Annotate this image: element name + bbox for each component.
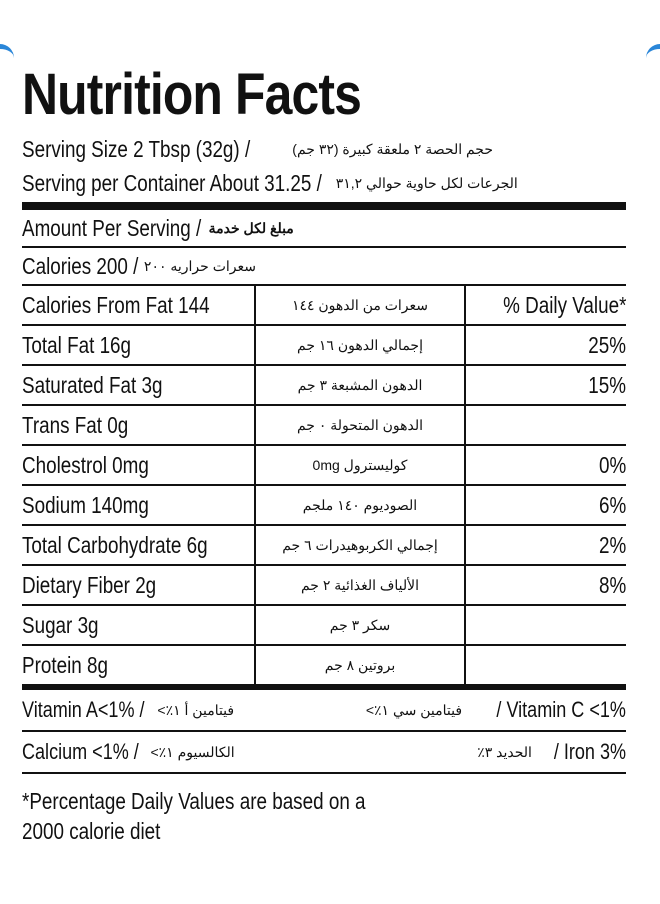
nutrient-row — [22, 286, 626, 325]
iron-ar: الحديد ٣٪ — [477, 743, 532, 760]
amount-per-serving-row — [22, 210, 626, 246]
daily-value-cell — [465, 485, 626, 525]
nutrient-name-ar-cell — [255, 645, 465, 684]
nutrient-name-ar-cell — [255, 525, 465, 565]
nutrient-name-cell — [22, 605, 255, 645]
nutrient-name-ar: سعرات من الدهون ١٤٤ — [291, 296, 429, 313]
corner-accent-right — [646, 44, 660, 63]
nutrient-name-en: Sodium 140mg — [22, 491, 149, 518]
servings-ar: الجرعات لكل حاوية حوالي ٣١,٢ — [335, 174, 518, 191]
footnote — [22, 786, 626, 846]
vitamin-a-en: Vitamin A<1% / — [22, 697, 145, 722]
nutrient-name-ar: الألياف الغذائية ٢ جم — [300, 576, 420, 593]
vitamin-c-ar: فيتامين سي ١٪> — [365, 701, 463, 718]
nutrient-row — [22, 445, 626, 485]
servings-row — [22, 166, 626, 200]
nutrient-name-cell — [22, 565, 255, 605]
nutrient-name-ar-cell — [255, 445, 465, 485]
nutrient-row — [22, 405, 626, 445]
daily-value-cell — [465, 525, 626, 565]
serving-size-row — [22, 132, 626, 166]
nutrient-name-ar-cell — [255, 405, 465, 445]
amount-per-serving-en: Amount Per Serving / — [22, 214, 202, 241]
nutrient-row — [22, 645, 626, 684]
nutrition-label — [22, 58, 626, 846]
nutrient-name-ar: الصوديوم ١٤٠ ملجم — [302, 496, 418, 513]
nutrient-name-ar-cell — [255, 286, 465, 325]
nutrient-row — [22, 605, 626, 645]
nutrient-name-cell — [22, 645, 255, 684]
nutrient-name-ar: كوليسترول 0mg — [312, 456, 408, 473]
nutrient-name-en: Trans Fat 0g — [22, 411, 129, 438]
daily-value-cell — [465, 405, 626, 445]
nutrient-name-ar: إجمالي الدهون ١٦ جم — [297, 336, 423, 353]
vitamin-a-ar: فيتامين أ ١٪> — [157, 701, 235, 718]
nutrient-name-ar: بروتين ٨ جم — [324, 656, 396, 673]
daily-value-cell — [465, 325, 626, 365]
iron-en: / Iron 3% — [553, 739, 626, 764]
daily-value-cell — [465, 365, 626, 405]
daily-value: 8% — [598, 571, 626, 598]
daily-value: 0% — [598, 451, 626, 478]
nutrient-name-en: Total Carbohydrate 6g — [22, 531, 208, 558]
nutrient-name-en: Total Fat 16g — [22, 331, 132, 358]
nutrient-name-en: Saturated Fat 3g — [22, 371, 163, 398]
nutrient-row — [22, 365, 626, 405]
servings-en: Serving per Container About 31.25 / — [22, 169, 322, 196]
nutrient-name-en: Dietary Fiber 2g — [22, 571, 157, 598]
thick-divider — [22, 202, 626, 210]
nutrient-name-cell — [22, 445, 255, 485]
nutrient-name-cell — [22, 525, 255, 565]
corner-accent-left — [0, 44, 14, 63]
daily-value-cell — [465, 645, 626, 684]
nutrient-name-en: Calories From Fat 144 — [22, 291, 210, 318]
label-title: Nutrition Facts — [22, 62, 362, 127]
nutrient-name-ar: الدهون المشبعة ٣ جم — [297, 376, 423, 393]
nutrient-name-ar: إجمالي الكربوهيدرات ٦ جم — [282, 536, 438, 553]
nutrient-row — [22, 565, 626, 605]
daily-value: % Daily Value* — [502, 291, 626, 318]
vitamin-a — [22, 697, 234, 723]
footnote-line-2: 2000 calorie diet — [22, 818, 161, 844]
nutrient-name-cell — [22, 365, 255, 405]
nutrient-name-en: Sugar 3g — [22, 611, 99, 638]
footnote-line-1: *Percentage Daily Values are based on a — [22, 788, 366, 814]
nutrient-name-ar-cell — [255, 605, 465, 645]
nutrient-name-cell — [22, 325, 255, 365]
nutrient-row — [22, 525, 626, 565]
nutrient-grid — [22, 286, 626, 684]
nutrient-name-cell — [22, 405, 255, 445]
nutrient-name-cell — [22, 286, 255, 325]
daily-value-cell — [465, 286, 626, 325]
amount-per-serving-ar: مبلغ لكل خدمة — [208, 219, 294, 236]
vitamin-c — [366, 697, 626, 723]
vitamin-c-en: / Vitamin C <1% — [496, 697, 626, 722]
daily-value: 6% — [598, 491, 626, 518]
iron — [477, 739, 626, 765]
nutrient-name-en: Protein 8g — [22, 651, 108, 678]
daily-value-cell — [465, 605, 626, 645]
nutrient-name-ar: سكر ٣ جم — [329, 616, 391, 633]
calcium-ar: الكالسيوم ١٪> — [150, 743, 235, 760]
nutrient-name-ar-cell — [255, 365, 465, 405]
nutrient-name-en: Cholestrol 0mg — [22, 451, 149, 478]
daily-value: 2% — [598, 531, 626, 558]
calories-ar: سعرات حراريه ٢٠٠ — [143, 257, 256, 274]
nutrient-row — [22, 485, 626, 525]
calories-en: Calories 200 / — [22, 252, 139, 279]
minerals-row — [22, 732, 626, 772]
serving-size-en: Serving Size 2 Tbsp (32g) / — [22, 135, 251, 162]
daily-value: 15% — [588, 371, 626, 398]
daily-value-cell — [465, 565, 626, 605]
nutrient-name-ar-cell — [255, 565, 465, 605]
nutrient-name-ar-cell — [255, 325, 465, 365]
vitamins-row — [22, 690, 626, 730]
nutrient-table — [22, 284, 626, 684]
nutrient-row — [22, 325, 626, 365]
calcium-en: Calcium <1% / — [22, 739, 139, 764]
daily-value: 25% — [588, 331, 626, 358]
divider-minerals — [22, 772, 626, 774]
daily-value-cell — [465, 445, 626, 485]
nutrient-name-cell — [22, 485, 255, 525]
calories-row — [22, 248, 626, 284]
nutrient-name-ar-cell — [255, 485, 465, 525]
nutrient-name-ar: الدهون المتحولة ٠ جم — [296, 416, 424, 433]
serving-size-ar: حجم الحصة ٢ ملعقة كبيرة (٣٢ جم) — [292, 140, 494, 157]
calcium — [22, 739, 235, 765]
